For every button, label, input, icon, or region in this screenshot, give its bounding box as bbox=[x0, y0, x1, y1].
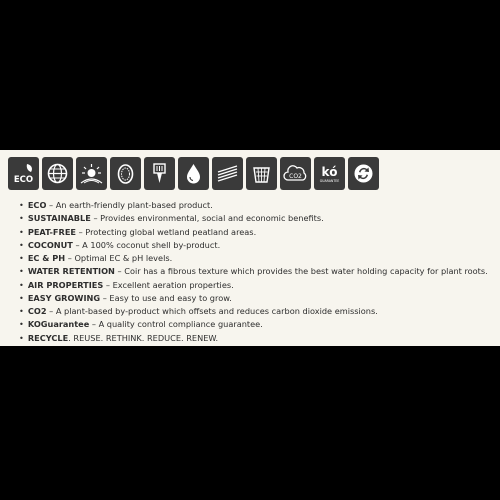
bullet: • bbox=[19, 239, 24, 250]
feature-text: – Easy to use and easy to grow. bbox=[100, 292, 232, 303]
feature-list bbox=[19, 199, 488, 345]
feature-term: KOGuarantee bbox=[27, 319, 90, 330]
feature-text: – Provides environmental, social and economic benefits. bbox=[90, 213, 324, 224]
air-lines-icon bbox=[212, 157, 243, 190]
ko-icon-label: kó bbox=[321, 165, 338, 179]
feature-text: – An earth-friendly plant-based product. bbox=[46, 200, 213, 210]
list-item bbox=[19, 279, 488, 292]
feature-text: – A plant-based by-product which offsets and reduces carbon dioxide emissions. bbox=[46, 306, 378, 316]
feature-term: RECYCLE bbox=[27, 332, 69, 343]
feature-text: – Coir has a fibrous texture which provides the best water holding capacity for plant roots. bbox=[114, 266, 488, 277]
feature-term: SUSTAINABLE bbox=[27, 213, 91, 224]
list-item bbox=[19, 239, 488, 252]
bullet: • bbox=[19, 266, 24, 277]
ko-guarantee-icon bbox=[314, 157, 345, 190]
globe-icon bbox=[42, 157, 73, 190]
grow-pot-icon bbox=[246, 157, 277, 190]
coconut-icon bbox=[110, 157, 141, 190]
bullet: • bbox=[19, 279, 24, 290]
feature-term: EC & PH bbox=[27, 253, 66, 263]
list-item bbox=[19, 292, 488, 305]
bullet: • bbox=[19, 213, 24, 224]
feature-term: AIR PROPERTIES bbox=[27, 279, 104, 290]
feature-text: – Excellent aeration properties. bbox=[103, 279, 234, 290]
feature-term: CO2 bbox=[27, 306, 47, 316]
water-drop-icon bbox=[178, 157, 209, 190]
list-item bbox=[19, 252, 488, 265]
bullet: • bbox=[19, 319, 24, 330]
icon-row bbox=[8, 157, 379, 190]
feature-term: PEAT-FREE bbox=[27, 226, 76, 237]
feature-term: ECO bbox=[27, 200, 47, 210]
feature-text: – A 100% coconut shell by-product. bbox=[72, 239, 221, 250]
feature-term: EASY GROWING bbox=[27, 292, 101, 303]
eco-icon-label: ECO bbox=[13, 175, 34, 185]
bullet: • bbox=[19, 253, 24, 263]
feature-panel bbox=[0, 150, 500, 346]
feature-text: . REUSE. RETHINK. REDUCE. RENEW. bbox=[68, 332, 219, 343]
list-item bbox=[19, 332, 488, 345]
eco-icon bbox=[8, 157, 39, 190]
list-item bbox=[19, 212, 488, 225]
co2-icon-label: CO2 bbox=[289, 173, 302, 180]
list-item bbox=[19, 199, 488, 212]
recycle-icon bbox=[348, 157, 379, 190]
list-item bbox=[19, 226, 488, 239]
bullet: • bbox=[19, 226, 24, 237]
feature-text: – Optimal EC & pH levels. bbox=[65, 253, 173, 263]
bullet: • bbox=[19, 200, 24, 210]
list-item bbox=[19, 318, 488, 331]
list-item bbox=[19, 265, 488, 278]
bullet: • bbox=[19, 332, 24, 343]
feature-text: – A quality control compliance guarantee. bbox=[89, 319, 263, 330]
bullet: • bbox=[19, 306, 24, 316]
bullet: • bbox=[19, 292, 24, 303]
ko-icon-sublabel: GUARANTEE bbox=[319, 179, 340, 183]
sunrise-field-icon bbox=[76, 157, 107, 190]
feature-term: WATER RETENTION bbox=[27, 266, 115, 277]
feature-text: – Protecting global wetland peatland areas. bbox=[76, 226, 257, 237]
co2-cloud-icon bbox=[280, 157, 311, 190]
ph-probe-icon bbox=[144, 157, 175, 190]
feature-term: COCONUT bbox=[27, 239, 73, 250]
list-item bbox=[19, 305, 488, 318]
